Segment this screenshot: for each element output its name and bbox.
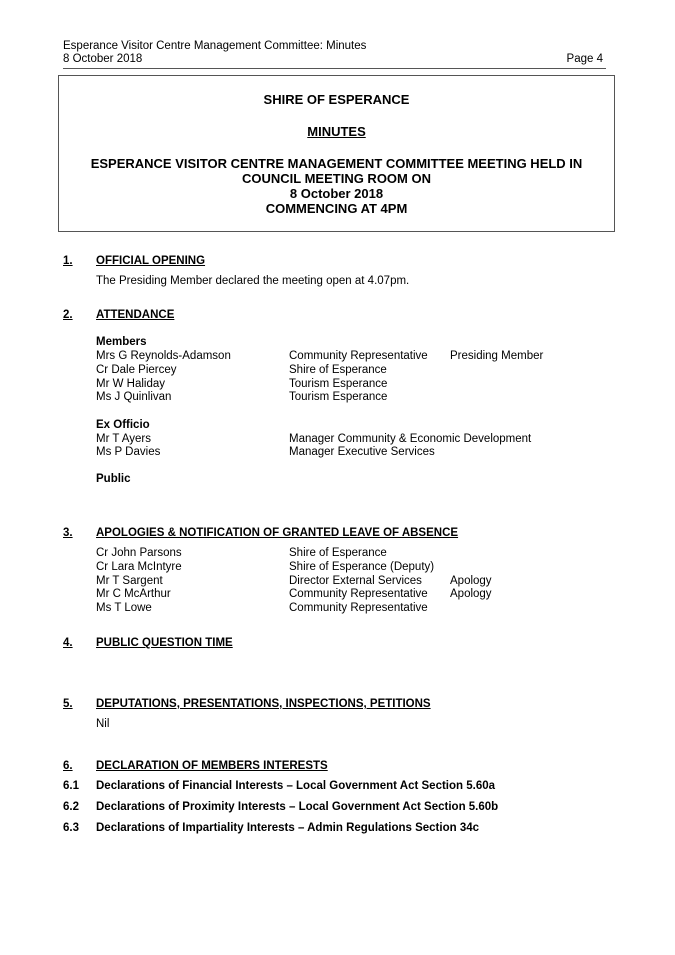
member-name: Mrs G Reynolds-Adamson	[96, 350, 231, 362]
apology-name: Cr John Parsons	[96, 547, 182, 559]
deputations-text: Nil	[96, 718, 110, 730]
meeting-start-time: COMMENCING AT 4PM	[265, 201, 408, 216]
section-number: 6.	[63, 760, 73, 772]
member-org: Community Representative	[289, 350, 428, 362]
meeting-date: 8 October 2018	[289, 186, 384, 201]
meeting-description	[59, 156, 614, 216]
section-number: 4.	[63, 637, 73, 649]
page-number: Page 4	[566, 53, 603, 65]
members-heading: Members	[96, 336, 147, 348]
apology-org: Director External Services	[289, 575, 422, 587]
apology-status: Apology	[450, 575, 492, 587]
subsection-title: Declarations of Impartiality Interests – Admin Regulations Section 34c	[96, 822, 480, 834]
subsection-number: 6.1	[63, 780, 79, 792]
subsection-title: Declarations of Financial Interests – Local Government Act Section 5.60a	[96, 780, 496, 792]
section-number: 5.	[63, 698, 73, 710]
apology-org: Community Representative	[289, 602, 428, 614]
apology-name: Ms T Lowe	[96, 602, 152, 614]
section-title: PUBLIC QUESTION TIME	[96, 637, 233, 649]
member-name: Ms J Quinlivan	[96, 391, 172, 403]
subsection-title: Declarations of Proximity Interests – Local Government Act Section 5.60b	[96, 801, 499, 813]
apology-org: Shire of Esperance (Deputy)	[289, 561, 435, 573]
meeting-line-1: ESPERANCE VISITOR CENTRE MANAGEMENT COMMITTEE MEETING HELD IN	[90, 156, 583, 171]
ex-officio-name: Mr T Ayers	[96, 433, 151, 445]
ex-officio-name: Ms P Davies	[96, 446, 161, 458]
page-header	[63, 40, 603, 66]
ex-officio-position: Manager Executive Services	[289, 446, 435, 458]
member-role: Presiding Member	[450, 350, 544, 362]
opening-statement: The Presiding Member declared the meeting open at 4.07pm.	[96, 275, 410, 287]
section-number: 1.	[63, 255, 73, 267]
section-title: ATTENDANCE	[96, 309, 175, 321]
member-name: Mr W Haliday	[96, 378, 166, 390]
public-heading: Public	[96, 473, 131, 485]
ex-officio-position: Manager Community & Economic Development	[289, 433, 532, 445]
title-box	[58, 75, 615, 232]
section-number: 2.	[63, 309, 73, 321]
section-title: DEPUTATIONS, PRESENTATIONS, INSPECTIONS, PETITIONS	[96, 698, 431, 710]
member-org: Shire of Esperance	[289, 364, 387, 376]
shire-name: SHIRE OF ESPERANCE	[263, 92, 410, 107]
header-divider	[63, 68, 606, 69]
apology-status: Apology	[450, 588, 492, 600]
section-number: 3.	[63, 527, 73, 539]
apology-name: Mr C McArthur	[96, 588, 171, 600]
section-title: OFFICIAL OPENING	[96, 255, 206, 267]
apology-org: Shire of Esperance	[289, 547, 387, 559]
member-name: Cr Dale Piercey	[96, 364, 177, 376]
member-org: Tourism Esperance	[289, 378, 388, 390]
document-title: Esperance Visitor Centre Management Committee: Minutes	[63, 40, 367, 52]
minutes-heading: MINUTES	[307, 124, 366, 139]
section-title: DECLARATION OF MEMBERS INTERESTS	[96, 760, 328, 772]
member-org: Tourism Esperance	[289, 391, 388, 403]
section-title: APOLOGIES & NOTIFICATION OF GRANTED LEAVE OF ABSENCE	[96, 527, 459, 539]
subsection-number: 6.2	[63, 801, 79, 813]
apology-name: Mr T Sargent	[96, 575, 163, 587]
subsection-number: 6.3	[63, 822, 79, 834]
apology-org: Community Representative	[289, 588, 428, 600]
ex-officio-heading: Ex Officio	[96, 419, 150, 431]
meeting-line-2: COUNCIL MEETING ROOM ON	[242, 171, 431, 186]
header-date: 8 October 2018	[63, 53, 143, 65]
apology-name: Cr Lara McIntyre	[96, 561, 182, 573]
